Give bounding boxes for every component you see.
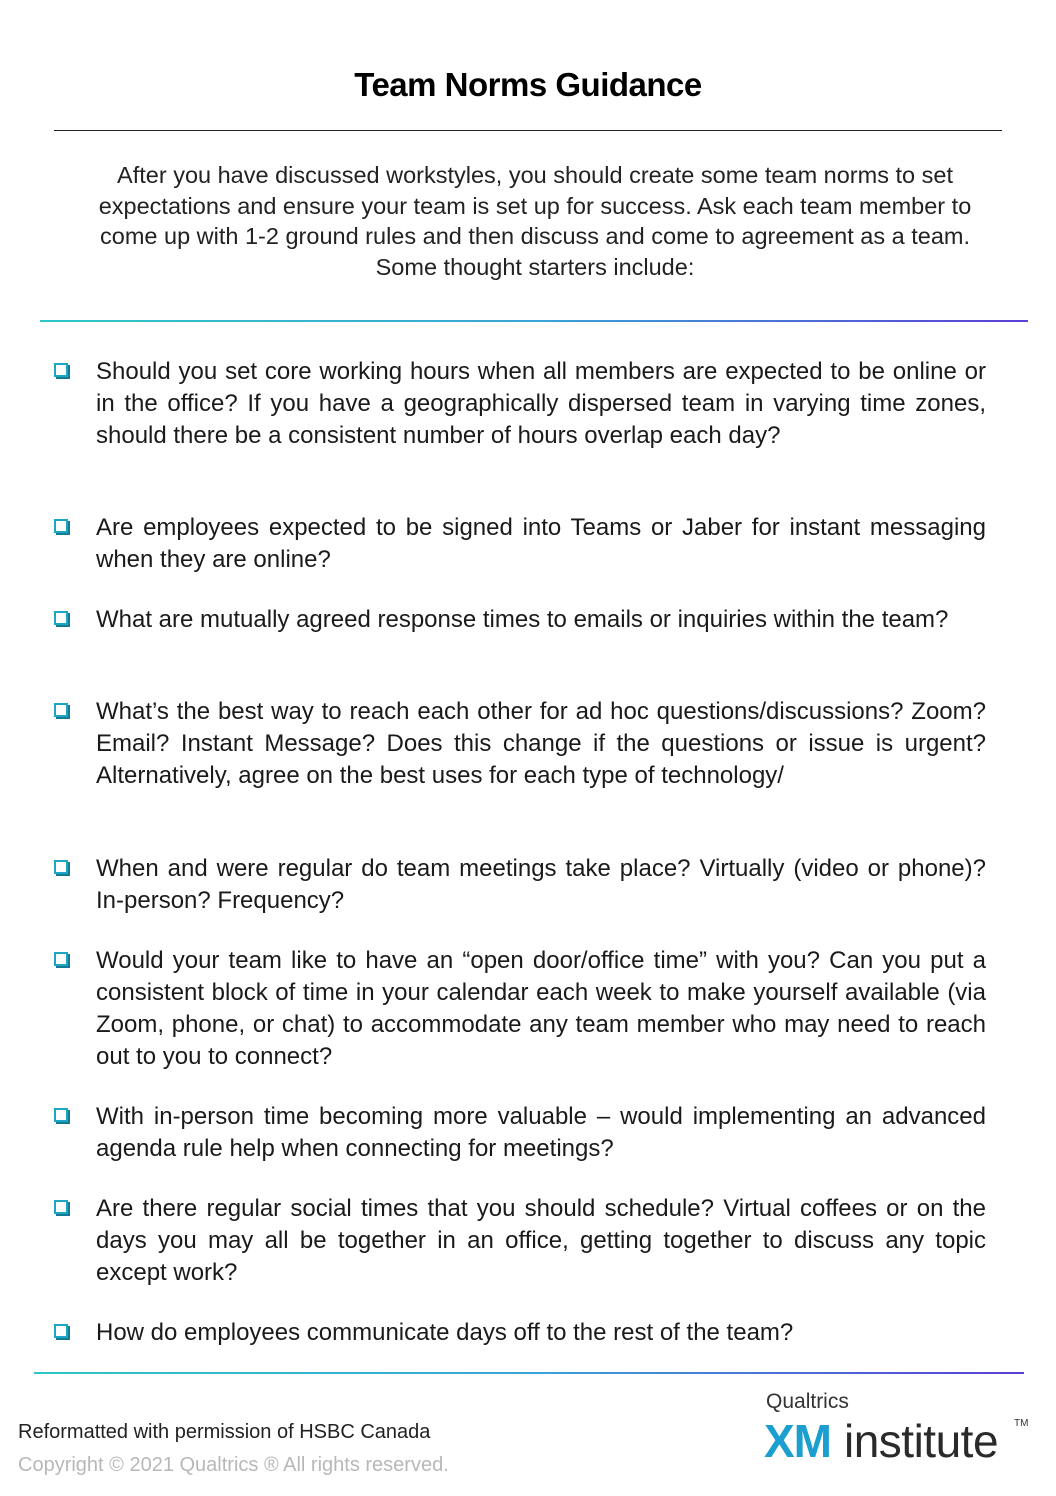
list-item-text: With in-person time becoming more valuable – would implementing an advanced agenda rule help when connecting for meetings? — [96, 1103, 986, 1162]
footer-note: Reformatted with permission of HSBC Canada — [18, 1421, 431, 1443]
checkbox-icon[interactable] — [54, 611, 68, 625]
logo-institute-text: institute — [844, 1415, 999, 1467]
checkbox-icon[interactable] — [54, 952, 68, 966]
list-item-text: How do employees communicate days off to the rest of the team? — [96, 1319, 794, 1346]
list-item-text: What’s the best way to reach each other for ad hoc questions/discussions? Zoom? Email? Instant Message? Does this change if the questions or issue is urgent? Alternatively, agree on the best uses for each type of technology/ — [96, 698, 986, 789]
logo-trademark: TM — [1014, 1418, 1029, 1429]
logo-xm-text: XM — [764, 1415, 831, 1467]
list-item-text: Would your team like to have an “open door/office time” with you? Can you put a consistent block of time in your calendar each week to make yourself available (via Zoom, phone, or chat) to accommodate any team member who may need to reach out to you to connect? — [96, 947, 986, 1070]
list-item-text: Are there regular social times that you should schedule? Virtual coffees or on the days you may all be together in an office, getting together to discuss any topic except work? — [96, 1195, 986, 1286]
title-divider — [54, 130, 1002, 131]
intro-paragraph: After you have discussed workstyles, you should create some team norms to set expectations and ensure your team is set up for success. Ask each team member to come up with 1-2 ground rules and then discuss and come to agreement as a team. Some thought starters include: — [98, 162, 972, 280]
page-title: Team Norms Guidance — [354, 66, 702, 103]
list-item-text: Are employees expected to be signed into Teams or Jaber for instant messaging when they are online? — [96, 514, 986, 573]
checkbox-icon[interactable] — [54, 1324, 68, 1338]
checkbox-icon[interactable] — [54, 363, 68, 377]
checkbox-icon[interactable] — [54, 1200, 68, 1214]
checkbox-icon[interactable] — [54, 703, 68, 717]
logo-qualtrics-text: Qualtrics — [766, 1390, 849, 1413]
list-item-text: When and were regular do team meetings take place? Virtually (video or phone)? In-person? Frequency? — [96, 855, 986, 914]
checkbox-icon[interactable] — [54, 1108, 68, 1122]
list-item-text: Should you set core working hours when all members are expected to be online or in the office? If you have a geographically dispersed team in varying time zones, should there be a consistent number of hours overlap each day? — [96, 358, 986, 449]
gradient-divider-bottom — [34, 1372, 1024, 1374]
copyright-text: Copyright © 2021 Qualtrics ® All rights reserved. — [18, 1454, 449, 1476]
checkbox-icon[interactable] — [54, 519, 68, 533]
gradient-divider-top — [40, 320, 1028, 322]
checkbox-icon[interactable] — [54, 860, 68, 874]
xm-institute-logo — [760, 1388, 1040, 1468]
list-item-text: What are mutually agreed response times to emails or inquiries within the team? — [96, 606, 949, 633]
